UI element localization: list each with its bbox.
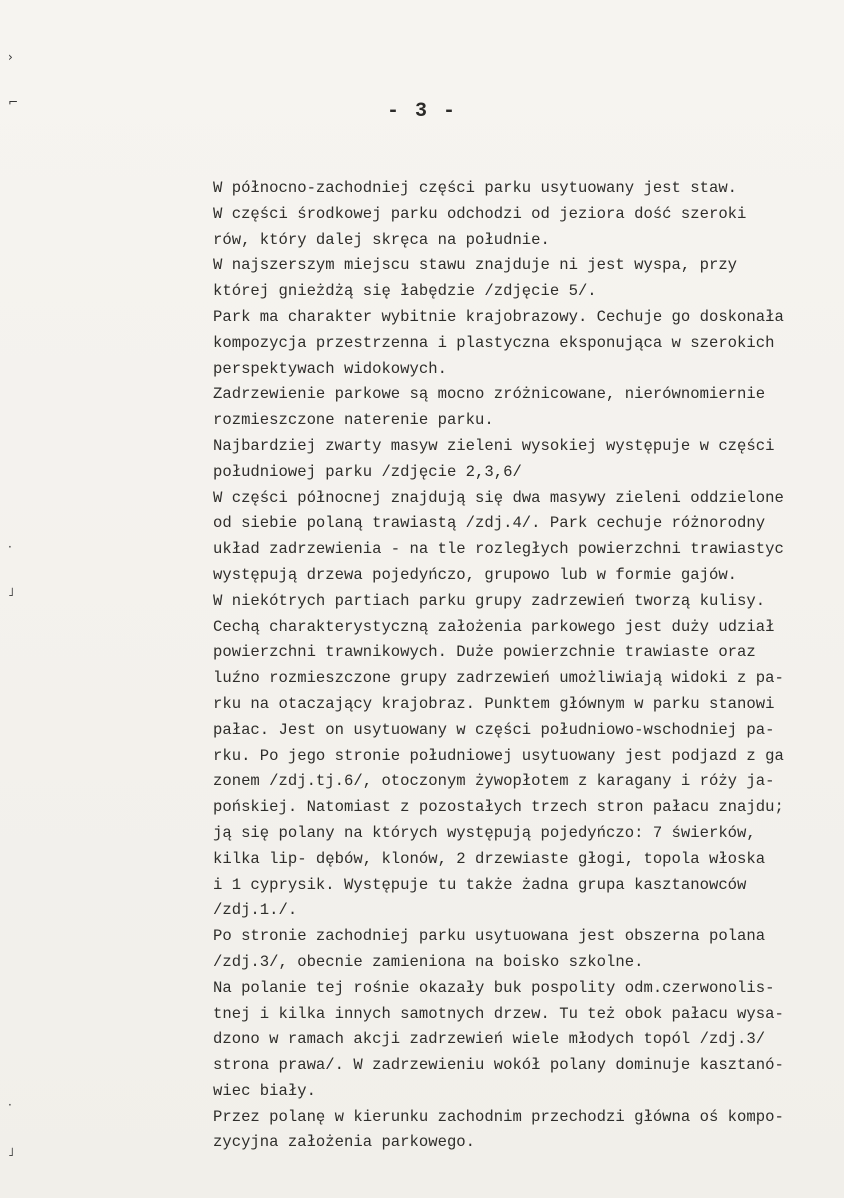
text-line: perspektywach widokowych. bbox=[213, 359, 447, 378]
text-line: pałac. Jest on usytuowany w części południowo-wschodniej pa- bbox=[213, 720, 775, 739]
text-line: Na polanie tej rośnie okazały buk pospolity odm.czerwonolis- bbox=[213, 978, 775, 997]
text-line: układ zadrzewienia - na tle rozległych powierzchni trawiastyc bbox=[213, 540, 784, 559]
text-line: od siebie polaną trawiastą /zdj.4/. Park cechuje różnorodny bbox=[213, 514, 766, 533]
text-line: pońskiej. Natomiast z pozostałych trzech stron pałacu znajdu; bbox=[213, 798, 784, 817]
text-line: Zadrzewienie parkowe są mocno zróżnicowane, nierównomiernie bbox=[213, 385, 766, 404]
text-line: Najbardziej zwarty masyw zieleni wysokiej występuje w części bbox=[213, 436, 775, 455]
text-line: W części środkowej parku odchodzi od jeziora dość szeroki bbox=[213, 204, 747, 223]
text-line: Park ma charakter wybitnie krajobrazowy. Cechuje go doskonała bbox=[213, 307, 784, 326]
text-line: W północno-zachodniej części parku usytuowany jest staw. bbox=[213, 179, 738, 197]
text-line: występują drzewa pojedyńczo, grupowo lub w formie gajów. bbox=[213, 565, 738, 584]
text-line: dzono w ramach akcji zadrzewień wiele młodych topól /zdj.3/ bbox=[213, 1030, 766, 1049]
text-line: ją się polany na których występują pojedyńczo: 7 świerków, bbox=[213, 823, 756, 842]
text-line: powierzchni trawnikowych. Duże powierzchnie trawiaste oraz bbox=[213, 643, 756, 662]
text-line: W najszerszym miejscu stawu znajduje ni jest wyspa, przy bbox=[213, 256, 738, 275]
text-line: rku. Po jego stronie południowej usytuowany jest podjazd z ga bbox=[213, 746, 784, 765]
text-line: W części północnej znajdują się dwa masywy zieleni oddzielone bbox=[213, 488, 784, 507]
margin-mark: · bbox=[8, 540, 12, 554]
text-line: W niekótrych partiach parku grupy zadrzewień tworzą kulisy. bbox=[213, 591, 766, 610]
text-line: kilka lip- dębów, klonów, 2 drzewiaste głogi, topola włoska bbox=[213, 849, 766, 868]
text-line: Po stronie zachodniej parku usytuowana jest obszerna polana bbox=[213, 927, 766, 946]
text-line: zonem /zdj.tj.6/, otoczonym żywopłotem z karagany i róży ja- bbox=[213, 772, 775, 791]
body-text bbox=[213, 176, 843, 1156]
margin-mark: ˩ bbox=[8, 585, 14, 599]
text-line: której gnieżdżą się łabędzie /zdjęcie 5/. bbox=[213, 282, 597, 301]
text-line: rku na otaczający krajobraz. Punktem głównym w parku stanowi bbox=[213, 694, 775, 713]
text-line: zycyjna założenia parkowego. bbox=[213, 1133, 476, 1152]
text-line: i 1 cyprysik. Występuje tu także żadna grupa kasztanowców bbox=[213, 875, 747, 894]
text-line: strona prawa/. W zadrzewieniu wokół polany dominuje kasztanó- bbox=[213, 1056, 784, 1075]
margin-mark: ⌐ bbox=[8, 95, 19, 109]
text-line: Cechą charakterystyczną założenia parkowego jest duży udział bbox=[213, 617, 775, 636]
margin-mark: · bbox=[8, 1098, 12, 1112]
text-line: tnej i kilka innych samotnych drzew. Tu też obok pałacu wysa- bbox=[213, 1004, 784, 1023]
text-line: kompozycja przestrzenna i plastyczna eksponująca w szerokich bbox=[213, 333, 775, 352]
text-line: rów, który dalej skręca na południe. bbox=[213, 230, 550, 249]
page-number: - 3 - bbox=[386, 100, 457, 123]
text-line: luźno rozmieszczone grupy zadrzewień umożliwiają widoki z pa- bbox=[213, 669, 784, 688]
text-line: rozmieszczone naterenie parku. bbox=[213, 411, 494, 430]
text-line: Przez polanę w kierunku zachodnim przechodzi główna oś kompo- bbox=[213, 1107, 784, 1126]
text-line: /zdj.3/, obecnie zamieniona na boisko szkolne. bbox=[213, 952, 644, 971]
text-line: południowej parku /zdjęcie 2,3,6/ bbox=[213, 462, 522, 481]
text-line: wiec biały. bbox=[213, 1081, 316, 1100]
text-line: /zdj.1./. bbox=[213, 901, 298, 920]
margin-mark: › bbox=[8, 50, 13, 64]
margin-mark: ˩ bbox=[8, 1145, 14, 1159]
